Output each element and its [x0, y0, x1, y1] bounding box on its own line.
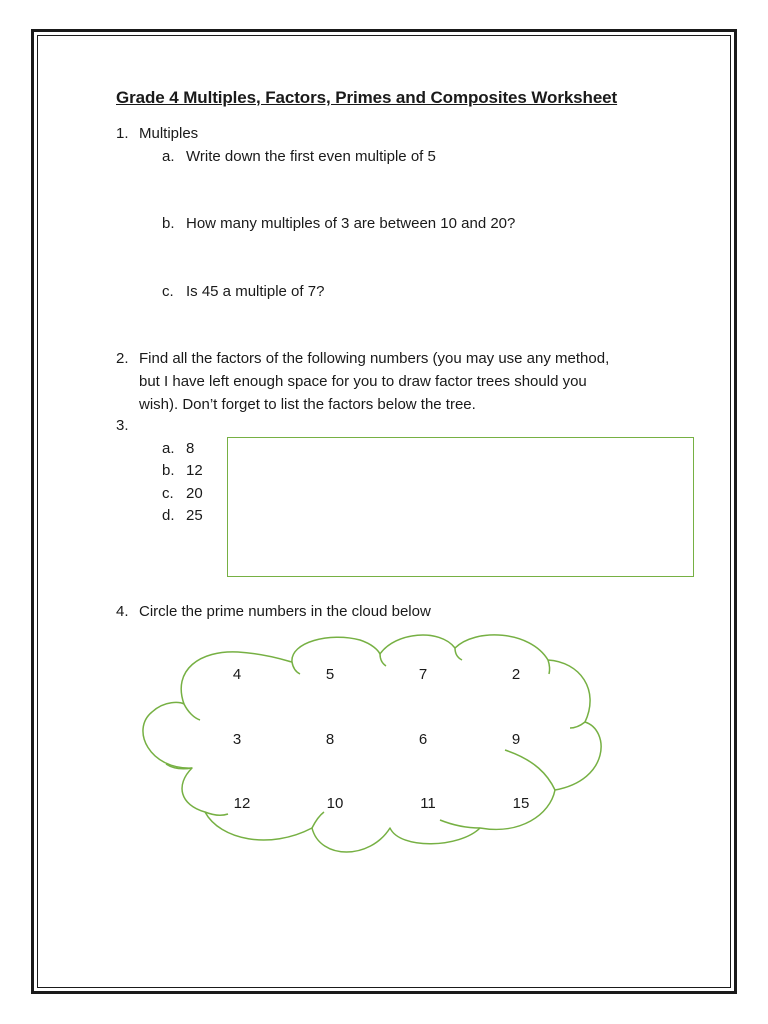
question-2-number: 2.	[116, 350, 129, 367]
question-4-text: Circle the prime numbers in the cloud below	[139, 603, 431, 620]
question-3b-value: 12	[186, 462, 203, 479]
question-1a-letter: a.	[162, 148, 175, 165]
question-3a-value: 8	[186, 440, 195, 457]
question-2-line-1: Find all the factors of the following numbers (you may use any method,	[139, 350, 610, 367]
question-3b-letter: b.	[162, 462, 175, 479]
cloud-number[interactable]: 11	[420, 795, 436, 812]
question-1-heading: Multiples	[139, 125, 199, 142]
cloud-number[interactable]: 4	[232, 666, 242, 683]
question-3d-value: 25	[186, 507, 203, 524]
question-1-number: 1.	[116, 125, 129, 142]
question-4-number: 4.	[116, 603, 129, 620]
cloud-number[interactable]: 3	[232, 731, 242, 748]
question-3a-letter: a.	[162, 440, 175, 457]
question-1b-text: How many multiples of 3 are between 10 and 20?	[186, 215, 516, 232]
cloud-number[interactable]: 6	[418, 731, 428, 748]
cloud-number[interactable]: 2	[511, 666, 521, 683]
question-1c-text: Is 45 a multiple of 7?	[186, 283, 325, 300]
cloud-number[interactable]: 9	[511, 731, 521, 748]
question-2-line-3: wish). Don’t forget to list the factors below the tree.	[139, 396, 476, 413]
worksheet-title: Grade 4 Multiples, Factors, Primes and Composites Worksheet	[116, 88, 618, 107]
question-1b-letter: b.	[162, 215, 175, 232]
question-3c-letter: c.	[162, 485, 174, 502]
cloud-number[interactable]: 8	[325, 731, 335, 748]
cloud-number[interactable]: 12	[233, 795, 251, 812]
question-3c-value: 20	[186, 485, 203, 502]
question-1c-letter: c.	[162, 283, 174, 300]
cloud-number[interactable]: 15	[512, 795, 530, 812]
question-2-line-2: but I have left enough space for you to draw factor trees should you	[139, 373, 587, 390]
question-3-number: 3.	[116, 417, 129, 434]
question-3d-letter: d.	[162, 507, 175, 524]
cloud-number[interactable]: 10	[326, 795, 344, 812]
cloud-number[interactable]: 7	[418, 666, 428, 683]
cloud-number[interactable]: 5	[325, 666, 335, 683]
question-1a-text: Write down the first even multiple of 5	[186, 148, 436, 165]
